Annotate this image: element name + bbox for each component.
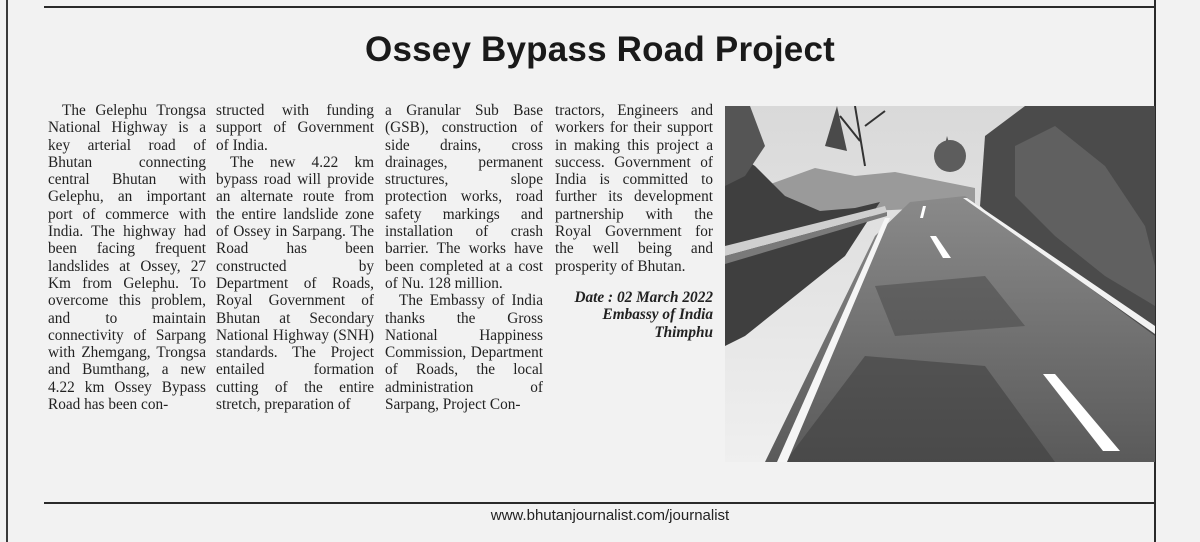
article-column-1 [48,102,206,413]
paragraph-works-continued: a Granular Sub Base (GSB), construction of side drains, cross drainages, permanent structures, slope protection works, road safety markings and installation of crash barrier. The works have been completed at a cost of Nu. 128 million. [385,102,543,292]
article-headline: Ossey Bypass Road Project [365,30,835,69]
paragraph-thanks-continued: tractors, Engineers and workers for their support in making this project a success. Government of India is committed to further its development partnership with the Royal Government for the well being and prosperity of Bhutan. [555,102,713,275]
road-photo [725,106,1155,462]
top-border-rule [44,6,1156,8]
signoff-place: Thimphu [654,323,713,341]
signoff-date: Date : 02 March 2022 [574,288,713,306]
paragraph-thanks: The Embassy of India thanks the Gross National Happiness Commission, Department of Roads, the local administration of Sarpang, Project Con- [385,292,543,414]
footer-url: www.bhutanjournalist.com/journalist [490,507,730,524]
paragraph-intro-continued: structed with funding support of Government of India. [216,102,374,154]
article-column-3 [385,102,543,413]
article-column-2 [216,102,374,413]
article-column-4 [555,102,713,341]
left-border-rule [6,0,8,542]
signoff-organization: Embassy of India [602,306,713,324]
signoff-block [555,289,713,342]
paragraph-intro: The Gelephu Trongsa National Highway is a key arterial road of Bhutan connecting central Bhutan with Gelephu, an important port of commerce with India. The highway had been facing frequent landslides at Ossey, 27 Km from Gelephu. To overcome this problem, and to maintain connectivity of Sarpang with Zhemgang, Trongsa and Bumthang, a new 4.22 km Ossey Bypass Road has been con- [48,102,206,414]
bottom-border-rule [44,502,1156,504]
paragraph-bypass-details: The new 4.22 km bypass road will provide an alternate route from the entire landslide zone of Ossey in Sarpang. The Road has been constructed by Department of Roads, Royal Government of Bhutan at Secondary National Highway (SNH) standards. The Project entailed formation cutting of the entire stretch, preparation of [216,153,374,414]
road-photo-illustration [725,106,1155,462]
